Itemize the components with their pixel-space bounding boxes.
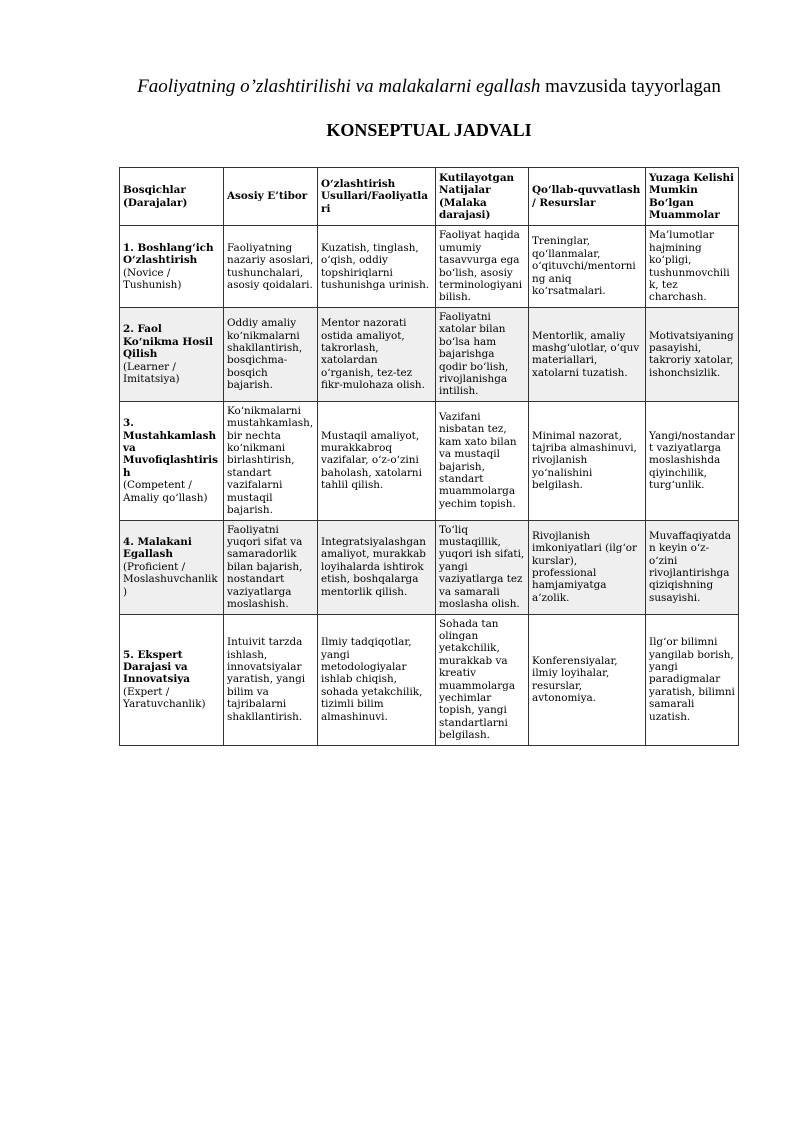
stage-cell xyxy=(120,520,224,614)
support-cell: Mentorlik, amaliy mashg‘ulotlar, o‘quv materiallari, xatolarni tuzatish. xyxy=(529,308,646,402)
table-row xyxy=(120,614,739,745)
header-cell-support: Qo‘llab-quvvatlash / Resurslar xyxy=(529,168,646,226)
document-title: KONSEPTUAL JADVALI xyxy=(326,120,532,140)
subtitle-topic: Faoliyatning o’zlashtirilishi va malakalarni egallash xyxy=(137,76,541,97)
problems-cell: Yangi/nostandart vaziyatlarga moslashishda qiyinchilik, turg‘unlik. xyxy=(646,401,739,520)
concept-table xyxy=(119,167,739,746)
stage-cell xyxy=(120,226,224,308)
stage-subtitle: (Learner / Imitatsiya) xyxy=(123,360,180,386)
header-cell-focus: Asosiy E’tibor xyxy=(224,168,318,226)
problems-cell: Motivatsiyaning pasayishi, takroriy xatolar, ishonchsizlik. xyxy=(646,308,739,402)
header-cell-problems: Yuzaga Kelishi Mumkin Bo‘lgan Muammolar xyxy=(646,168,739,226)
results-cell: Vazifani nisbatan tez, kam xato bilan va mustaqil bajarish, standart muammolarga yechim topish. xyxy=(436,401,529,520)
problems-cell: Muvaffaqiyatdan keyin o‘z-o‘zini rivojlantirishga qiziqishning susayishi. xyxy=(646,520,739,614)
focus-cell: Ko‘nikmalarni mustahkamlash, bir nechta ko‘nikmani birlashtirish, standart vazifalarni mustaqil bajarish. xyxy=(224,401,318,520)
stage-subtitle: (Proficient / Moslashuvchanlik) xyxy=(123,560,218,598)
header-cell-results: Kutilayotgan Natijalar (Malaka darajasi) xyxy=(436,168,529,226)
methods-cell: Integratsiyalashgan amaliyot, murakkab loyihalarda ishtirok etish, boshqalarga mentorlik qilish. xyxy=(318,520,436,614)
table-row xyxy=(120,226,739,308)
table-row xyxy=(120,520,739,614)
support-cell: Rivojlanish imkoniyatlari (ilg‘or kurslar), professional hamjamiyatga a’zolik. xyxy=(529,520,646,614)
support-cell: Treninglar, qo‘llanmalar, o‘qituvchi/mentorning aniq ko‘rsatmalari. xyxy=(529,226,646,308)
header-cell-stages: Bosqichlar (Darajalar) xyxy=(120,168,224,226)
support-cell: Konferensiyalar, ilmiy loyihalar, resurslar, avtonomiya. xyxy=(529,614,646,745)
stage-subtitle: (Expert / Yaratuvchanlik) xyxy=(123,685,206,711)
results-cell: Faoliyatni xatolar bilan bo‘lsa ham bajarishga qodir bo‘lish, rivojlanishga intilish. xyxy=(436,308,529,402)
subtitle-rest: mavzusida tayyorlagan xyxy=(540,76,721,97)
stage-cell xyxy=(120,308,224,402)
methods-cell: Ilmiy tadqiqotlar, yangi metodologiyalar ishlab chiqish, sohada yetakchilik, tizimli bilim almashinuvi. xyxy=(318,614,436,745)
table-header-row xyxy=(120,168,739,226)
focus-cell: Faoliyatning nazariy asoslari, tushunchalari, asosiy qoidalari. xyxy=(224,226,318,308)
results-cell: To‘liq mustaqillik, yuqori ish sifati, yangi vaziyatlarga tez va samarali moslasha olish. xyxy=(436,520,529,614)
stage-name: 2. Faol Ko‘nikma Hosil Qilish xyxy=(123,323,213,361)
stage-name: 1. Boshlang‘ich O‘zlashtirish xyxy=(123,241,214,267)
table-row xyxy=(120,308,739,402)
methods-cell: Mentor nazorati ostida amaliyot, takrorlash, xatolardan o‘rganish, tez-tez fikr-mulohaza olish. xyxy=(318,308,436,402)
methods-cell: Mustaqil amaliyot, murakkabroq vazifalar, o‘z-o‘zini baholash, xatolarni tahlil qilish. xyxy=(318,401,436,520)
document-subtitle xyxy=(0,76,800,98)
focus-cell: Oddiy amaliy ko‘nikmalarni shakllantirish, bosqichma-bosqich bajarish. xyxy=(224,308,318,402)
table-row xyxy=(120,401,739,520)
stage-name: 3. Mustahkamlash va Muvofiqlashtirish xyxy=(123,417,218,479)
stage-cell xyxy=(120,614,224,745)
stage-subtitle: (Competent / Amaliy qo‘llash) xyxy=(123,479,208,504)
results-cell: Sohada tan olingan yetakchilik, murakkab va kreativ muammolarga yechimlar topish, yangi standartlarni belgilash. xyxy=(436,614,529,745)
methods-cell: Kuzatish, tinglash, o‘qish, oddiy topshiriqlarni tushunishga urinish. xyxy=(318,226,436,308)
focus-cell: Faoliyatni yuqori sifat va samaradorlik bilan bajarish, nostandart vaziyatlarga moslashish. xyxy=(224,520,318,614)
problems-cell: Ilg‘or bilimni yangilab borish, yangi paradigmalar yaratish, bilimni samarali uzatish. xyxy=(646,614,739,745)
header-cell-methods: O‘zlashtirish Usullari/Faoliyatlari xyxy=(318,168,436,226)
results-cell: Faoliyat haqida umumiy tasavvurga ega bo‘lish, asosiy terminologiyani bilish. xyxy=(436,226,529,308)
stage-name: 5. Ekspert Darajasi va Innovatsiya xyxy=(123,648,191,686)
stage-cell xyxy=(120,401,224,520)
support-cell: Minimal nazorat, tajriba almashinuvi, rivojlanish yo‘nalishini belgilash. xyxy=(529,401,646,520)
stage-name: 4. Malakani Egallash xyxy=(123,535,192,561)
problems-cell: Ma’lumotlar hajmining ko‘pligi, tushunmovchilik, tez charchash. xyxy=(646,226,739,308)
stage-subtitle: (Novice / Tushunish) xyxy=(123,266,182,291)
focus-cell: Intuivit tarzda ishlash, innovatsiyalar yaratish, yangi bilim va tajribalarni shakllantirish. xyxy=(224,614,318,745)
